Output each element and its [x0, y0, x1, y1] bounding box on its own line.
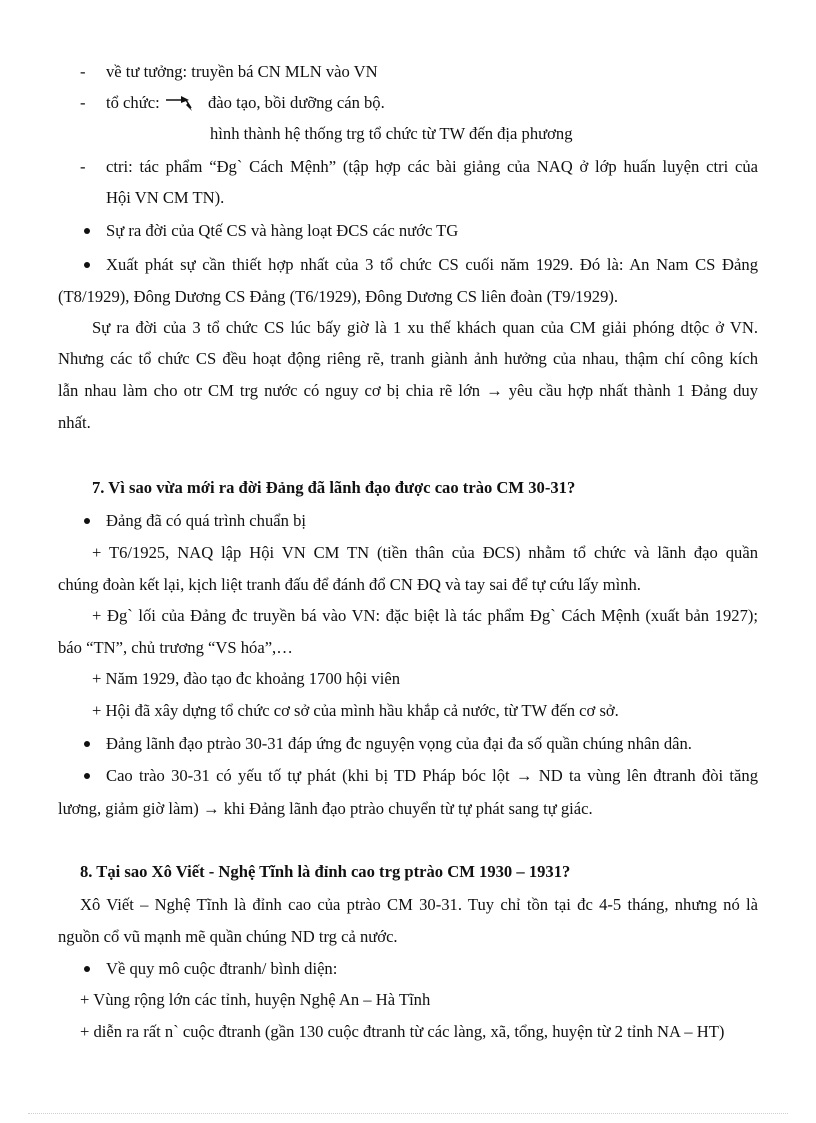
- text-line: + Hội đã xây dựng tổ chức cơ sở của mình hầu khắp cả nước, từ TW đến cơ sở.: [92, 701, 619, 720]
- bullet-icon: [84, 262, 90, 268]
- text-line: Xô Viết – Nghệ Tĩnh là đỉnh cao của ptrào CM 30-31. Tuy chỉ tồn tại đc 4-5 tháng, nhưng nó là: [80, 895, 758, 914]
- text-line: lẫn nhau làm cho otr CM trg nước có nguy cơ bị chia rẽ lớn → yêu cầu hợp nhất thành 1 Đảng duy: [58, 381, 758, 400]
- bullet-icon: [84, 741, 90, 747]
- text-line: Về quy mô cuộc đtranh/ bình diện:: [106, 959, 338, 978]
- text-line: Cao trào 30-31 có yếu tố tự phát (khi bị TD Pháp bóc lột → ND ta vùng lên đtranh đòi tăng: [106, 766, 758, 785]
- text-line: báo “TN”, chủ trương “VS hóa”,…: [58, 638, 293, 657]
- text-line: + Năm 1929, đào tạo đc khoảng 1700 hội viên: [92, 669, 400, 688]
- dash-marker: -: [80, 93, 86, 112]
- bullet-icon: [84, 228, 90, 234]
- bullet-icon: [84, 518, 90, 524]
- text-line: đào tạo, bồi dưỡng cán bộ.: [208, 93, 385, 112]
- text-line: Nhưng các tổ chức CS đều hoạt động riêng rẽ, tranh giành ảnh hưởng của nhau, thậm chí công kích: [58, 349, 758, 368]
- fork-arrow-icon: [164, 95, 194, 115]
- text-line: chúng đoàn kết lại, kịch liệt tranh đấu để đánh đổ CN ĐQ và tay sai để tự cứu lấy mình.: [58, 575, 641, 594]
- text-line: hình thành hệ thống trg tổ chức từ TW đến địa phương: [210, 124, 573, 143]
- text-line: Đảng lãnh đạo ptrào 30-31 đáp ứng đc nguyện vọng của đại đa số quần chúng nhân dân.: [106, 734, 692, 753]
- section-heading: 7. Vì sao vừa mới ra đời Đảng đã lãnh đạo được cao trào CM 30-31?: [92, 478, 576, 497]
- bullet-icon: [84, 966, 90, 972]
- dash-marker: -: [80, 62, 86, 81]
- text-line: tổ chức:: [106, 93, 160, 112]
- bullet-icon: [84, 773, 90, 779]
- text-line: + Đg` lối của Đảng đc truyền bá vào VN: đặc biệt là tác phẩm Đg` Cách Mệnh (xuất bản 1927);: [92, 606, 758, 625]
- text-line: Sự ra đời của Qtế CS và hàng loạt ĐCS các nước TG: [106, 221, 459, 240]
- text-line: ctri: tác phẩm “Đg` Cách Mệnh” (tập hợp các bài giảng của NAQ ở lớp huấn luyện ctri của: [106, 157, 758, 176]
- text-line: Đảng đã có quá trình chuẩn bị: [106, 511, 306, 530]
- text-line: + T6/1925, NAQ lập Hội VN CM TN (tiền thân của ĐCS) nhằm tổ chức và lãnh đạo quần: [92, 543, 758, 562]
- text-line: Sự ra đời của 3 tổ chức CS lúc bấy giờ là 1 xu thế khách quan của CM giải phóng dtộc ở VN.: [92, 318, 758, 337]
- dash-marker: -: [80, 157, 86, 176]
- text-line: Xuất phát sự cần thiết hợp nhất của 3 tổ chức CS cuối năm 1929. Đó là: An Nam CS Đảng: [106, 255, 758, 274]
- text-line: nguồn cổ vũ mạnh mẽ quần chúng ND trg cả nước.: [58, 927, 398, 946]
- page-bottom-divider: [28, 1113, 788, 1114]
- text-line: nhất.: [58, 413, 91, 432]
- section-heading: 8. Tại sao Xô Viết - Nghệ Tĩnh là đỉnh cao trg ptrào CM 1930 – 1931?: [80, 862, 571, 881]
- text-line: + diễn ra rất n` cuộc đtranh (gần 130 cuộc đtranh từ các làng, xã, tổng, huyện từ 2 tỉnh NA – HT): [80, 1022, 725, 1041]
- text-line: + Vùng rộng lớn các tỉnh, huyện Nghệ An – Hà Tĩnh: [80, 990, 431, 1009]
- text-line: lương, giảm giờ làm) → khi Đảng lãnh đạo ptrào chuyển từ tự phát sang tự giác.: [58, 799, 593, 818]
- text-line: về tư tưởng: truyền bá CN MLN vào VN: [106, 62, 378, 81]
- text-line: (T8/1929), Đông Dương CS Đảng (T6/1929), Đông Dương CS liên đoàn (T9/1929).: [58, 287, 619, 306]
- text-line: Hội VN CM TN).: [106, 188, 225, 207]
